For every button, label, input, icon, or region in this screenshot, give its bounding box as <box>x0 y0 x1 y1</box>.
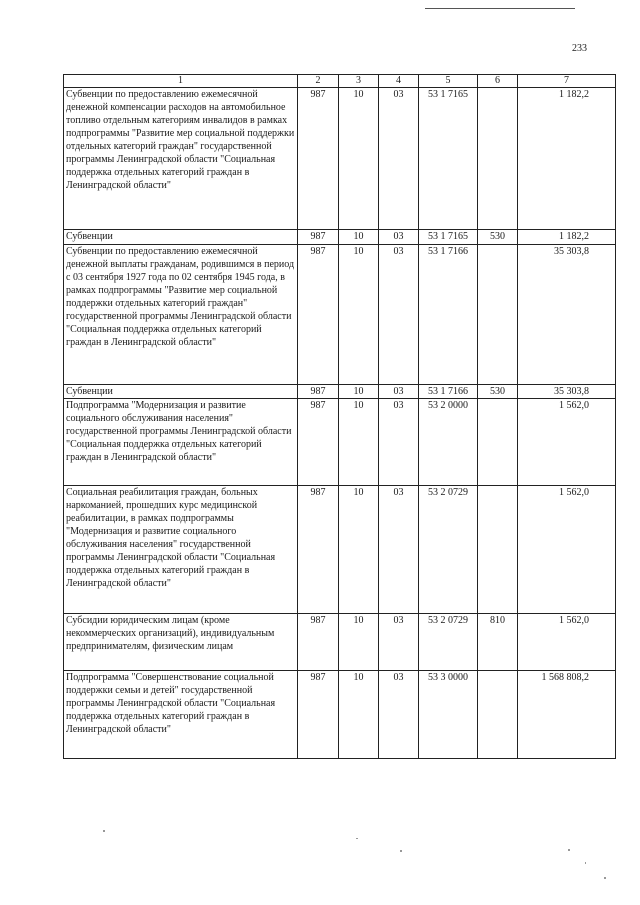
row-code-target: 53 1 7166 <box>419 245 478 385</box>
row-description: Подпрограмма "Совершенствование социальной поддержки семьи и детей" государственной программы Ленинградской области "Социальная поддержка отдельных категорий граждан в Ленинградской области" <box>64 671 298 759</box>
page-number: 233 <box>572 43 587 54</box>
row-code-target: 53 1 7165 <box>419 230 478 245</box>
header-cell: 4 <box>379 75 419 88</box>
row-amount: 1 182,2 <box>518 88 616 230</box>
row-description: Субвенции по предоставлению ежемесячной денежной выплаты гражданам, родившимся в период с 03 сентября 1927 года по 02 сентября 1945 года, в рамках подпрограммы "Развитие мер социальной поддержки отдельных категорий граждан" государственной программы Ленинградской области "Социальная поддержка отдельных категорий граждан в Ленинградской области" <box>64 245 298 385</box>
row-amount: 1 562,0 <box>518 614 616 671</box>
header-cell: 7 <box>518 75 616 88</box>
row-code-ministry: 987 <box>298 88 339 230</box>
table-row <box>64 385 616 399</box>
row-amount: 1 562,0 <box>518 486 616 614</box>
row-description: Подпрограмма "Модернизация и развитие социального обслуживания населения" государственной программы Ленинградской области "Социальная поддержка отдельных категорий граждан в Ленинградской области" <box>64 399 298 486</box>
row-amount: 1 182,2 <box>518 230 616 245</box>
row-code-ministry: 987 <box>298 230 339 245</box>
row-description: Субвенции <box>64 385 298 399</box>
row-code-ministry: 987 <box>298 614 339 671</box>
row-code-type <box>478 245 518 385</box>
row-code-subsection: 03 <box>379 230 419 245</box>
budget-table <box>63 74 616 759</box>
scan-speck <box>103 830 105 832</box>
scan-speck <box>585 862 586 864</box>
row-description: Субсидии юридическим лицам (кроме некоммерческих организаций), индивидуальным предпринимателям, физическим лицам <box>64 614 298 671</box>
header-cell: 2 <box>298 75 339 88</box>
row-code-target: 53 3 0000 <box>419 671 478 759</box>
table-row <box>64 486 616 614</box>
table-row <box>64 399 616 486</box>
row-code-ministry: 987 <box>298 245 339 385</box>
row-code-target: 53 2 0000 <box>419 399 478 486</box>
header-cell: 5 <box>419 75 478 88</box>
row-code-section: 10 <box>339 399 379 486</box>
row-code-section: 10 <box>339 671 379 759</box>
row-code-section: 10 <box>339 486 379 614</box>
header-cell: 6 <box>478 75 518 88</box>
table-row <box>64 230 616 245</box>
row-code-section: 10 <box>339 385 379 399</box>
row-code-target: 53 2 0729 <box>419 486 478 614</box>
table-row <box>64 671 616 759</box>
row-amount: 1 562,0 <box>518 399 616 486</box>
row-description: Субвенции по предоставлению ежемесячной денежной компенсации расходов на автомобильное топливо отдельным категориям инвалидов в рамках подпрограммы "Развитие мер социальной поддержки отдельных категорий граждан" государственной программы Ленинградской области "Социальная поддержка отдельных категорий граждан в Ленинградской области" <box>64 88 298 230</box>
row-code-ministry: 987 <box>298 671 339 759</box>
row-code-subsection: 03 <box>379 486 419 614</box>
row-code-target: 53 1 7166 <box>419 385 478 399</box>
row-description: Социальная реабилитация граждан, больных наркоманией, прошедших курс медицинской реабилитации, в рамках подпрограммы "Модернизация и развитие социального обслуживания населения" государственной программы Ленинградской области "Социальная поддержка отдельных категорий граждан в Ленинградской области" <box>64 486 298 614</box>
row-code-type: 810 <box>478 614 518 671</box>
row-code-subsection: 03 <box>379 614 419 671</box>
row-code-ministry: 987 <box>298 399 339 486</box>
row-code-type <box>478 88 518 230</box>
row-code-ministry: 987 <box>298 486 339 614</box>
row-code-target: 53 2 0729 <box>419 614 478 671</box>
row-code-section: 10 <box>339 245 379 385</box>
scan-speck <box>400 850 402 852</box>
row-amount: 35 303,8 <box>518 385 616 399</box>
row-code-type: 530 <box>478 230 518 245</box>
row-code-subsection: 03 <box>379 671 419 759</box>
header-cell: 1 <box>64 75 298 88</box>
row-code-subsection: 03 <box>379 245 419 385</box>
row-code-ministry: 987 <box>298 385 339 399</box>
row-code-type <box>478 486 518 614</box>
row-code-subsection: 03 <box>379 399 419 486</box>
row-code-type <box>478 671 518 759</box>
row-code-type <box>478 399 518 486</box>
row-amount: 1 568 808,2 <box>518 671 616 759</box>
header-cell: 3 <box>339 75 379 88</box>
row-code-target: 53 1 7165 <box>419 88 478 230</box>
row-code-type: 530 <box>478 385 518 399</box>
scan-speck <box>604 877 606 879</box>
table-row <box>64 88 616 230</box>
scan-speck <box>568 849 570 851</box>
row-code-section: 10 <box>339 230 379 245</box>
scan-speck <box>356 838 358 839</box>
row-code-section: 10 <box>339 88 379 230</box>
row-code-subsection: 03 <box>379 88 419 230</box>
top-rule <box>425 8 575 9</box>
row-description: Субвенции <box>64 230 298 245</box>
row-code-subsection: 03 <box>379 385 419 399</box>
table-row <box>64 245 616 385</box>
table-row <box>64 614 616 671</box>
row-code-section: 10 <box>339 614 379 671</box>
row-amount: 35 303,8 <box>518 245 616 385</box>
table-header-row <box>64 75 616 88</box>
